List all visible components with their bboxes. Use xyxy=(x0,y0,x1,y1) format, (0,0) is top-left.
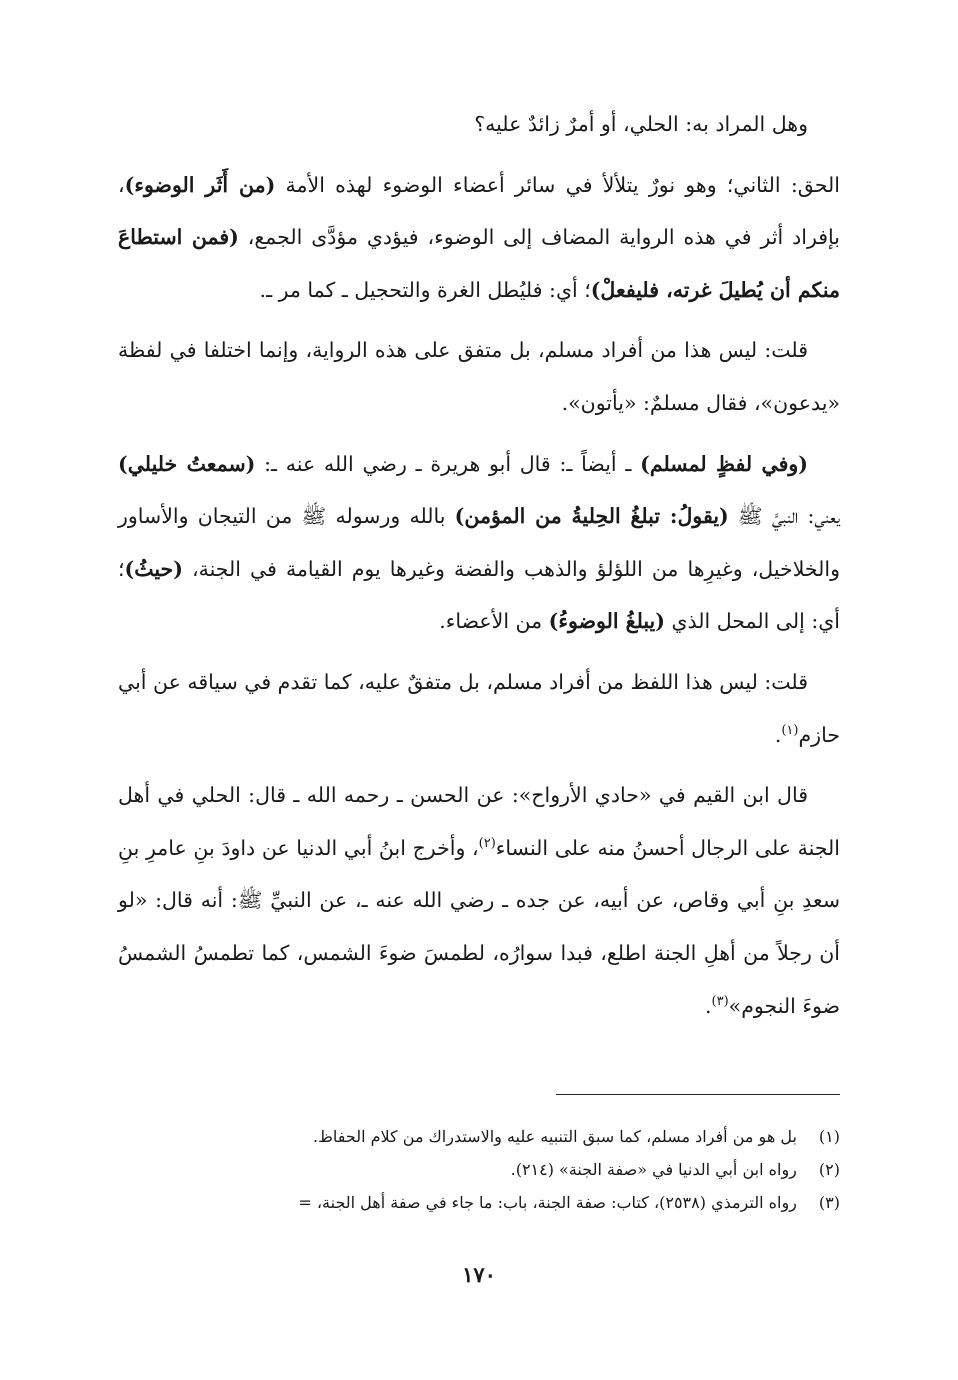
paragraph-1 xyxy=(118,98,840,151)
footnote-text: رواه الترمذي (٢٥٣٨)، كتاب: صفة الجنة، باب: ما جاء في صفة أهل الجنة، = xyxy=(298,1193,797,1212)
text-run: ، بإفراد أثر في هذه الرواية المضاف إلى الوضوء، فيؤدي مؤدَّى الجمع، xyxy=(118,172,841,250)
paragraph-5 xyxy=(118,656,840,761)
bold-text: (حيثُ) xyxy=(124,556,183,581)
text-run: ؛ أي: فليُطل الغرة والتحجيل ـ كما مر ـ. xyxy=(259,277,591,302)
paragraph-3 xyxy=(118,324,840,429)
footnote-3 xyxy=(112,1186,840,1219)
main-text xyxy=(118,98,840,1040)
bold-text: (يبلغُ الوضوءُ) xyxy=(548,609,665,634)
bold-text: (من أَثَر الوضوء) xyxy=(124,172,276,197)
bold-text: (فمن استطاعَ منكم أن يُطيلَ غرته، فليفعلْ) xyxy=(118,225,840,302)
footnote-reference: (٣) xyxy=(711,993,729,1009)
text-run: قال ابن القيم في «حادي الأرواح»: عن الحسن ـ رحمه الله ـ قال: الحلي في أهل الجنة على الرجال أحسنُ منه على النساء xyxy=(118,783,840,860)
text-run: ؛ أي: إلى المحل الذي xyxy=(118,556,840,634)
paragraph-6 xyxy=(118,769,840,1032)
text-run: ، وأخرج ابنُ أبي الدنيا عن داودَ بنِ عامرِ بنِ سعدِ بنِ أبي وقاص، عن أبيه، عن جده ـ رضي الله عنه ـ، عن النبيِّ ﷺ: أنه قال: «لو أن رجلاً من أهلِ الجنة اطلع، فبدا سوارُه، لطمسَ ضوءَ الشمس، كما تطمسُ الشمسُ ضوءَ النجوم» xyxy=(118,835,840,1018)
footnote-number: (١) xyxy=(818,1127,840,1146)
bold-text: (يقولُ: تبلغُ الحِليةُ من المؤمن) xyxy=(454,504,729,529)
text-run: يعني: النبيَّ ﷺ xyxy=(728,504,841,529)
bold-text: (سمعتُ خليلي) xyxy=(118,451,256,476)
text-run: . xyxy=(704,993,712,1018)
page-number: ١٧٠ xyxy=(462,1262,496,1287)
footnote-separator xyxy=(556,1094,840,1095)
text-run: قلت: ليس هذا من أفراد مسلم، بل متفق على هذه الرواية، وإنما اختلفا في لفظة «يدعون»، فقال مسلمٌ: «يأتون». xyxy=(118,338,840,415)
footnote-number: (٣) xyxy=(818,1193,840,1212)
text-run: قلت: ليس هذا اللفظ من أفراد مسلم، بل متفقٌ عليه، كما تقدم في سياقه عن أبي حازم xyxy=(118,669,840,747)
footnote-2 xyxy=(112,1153,840,1186)
bold-text: (وفي لفظٍ لمسلم) xyxy=(640,451,808,476)
paragraph-2 xyxy=(118,159,840,317)
paragraph-4 xyxy=(118,438,840,648)
footnote-number: (٢) xyxy=(818,1160,840,1179)
footnotes xyxy=(112,1120,840,1219)
footnote-text: بل هو من أفراد مسلم، كما سبق التنبيه عليه والاستدراك من كلام الحفاظ. xyxy=(313,1127,797,1146)
text-run: ـ أيضاً ـ: قال أبو هريرة ـ رضي الله عنه ـ: xyxy=(255,451,641,476)
footnote-reference: (١) xyxy=(781,722,799,738)
text-run: من الأعضاء. xyxy=(439,609,549,634)
text-run: الحق: الثاني؛ وهو نورٌ يتلألأ في سائر أعضاء الوضوء لهذه الأمة xyxy=(275,172,840,197)
text-run: بالله ورسوله ﷺ من التيجان والأساور والخلاخيل، وغيرِها من اللؤلؤ والذهب والفضة وغيرها يوم القيامة في الجنة، xyxy=(118,504,840,581)
footnote-reference: (٢) xyxy=(478,835,496,851)
footnote-1 xyxy=(112,1120,840,1153)
text-run: وهل المراد به: الحلي، أو أمرٌ زائدٌ عليه؟ xyxy=(474,112,808,136)
footnote-text: رواه ابن أبي الدنيا في «صفة الجنة» (٢١٤). xyxy=(510,1160,797,1179)
text-run: . xyxy=(774,722,782,747)
